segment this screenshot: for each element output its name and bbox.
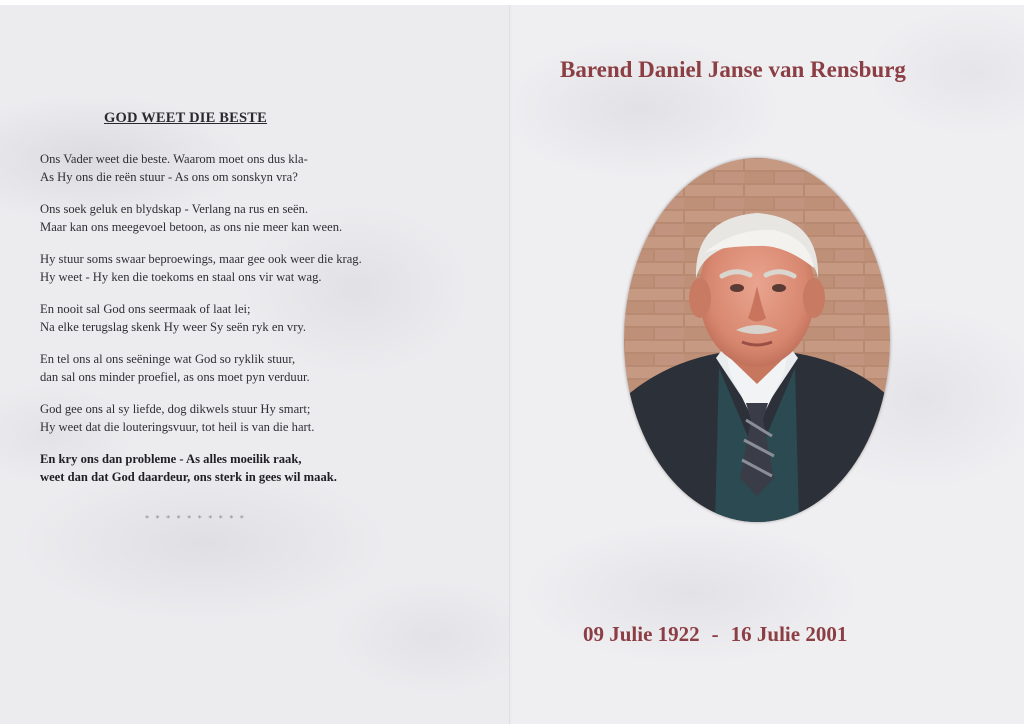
poem-line: As Hy ons die reën stuur - As ons om sonskyn vra?: [40, 170, 298, 184]
poem-line: dan sal ons minder proefiel, as ons moet pyn verduur.: [40, 370, 310, 384]
scan-edge: [0, 0, 1024, 5]
poem: [40, 150, 480, 500]
poem-line: Ons Vader weet die beste. Waarom moet ons dus kla-: [40, 152, 308, 166]
ornament-divider: * * * * * * * * * *: [145, 514, 246, 523]
poem-line: Hy stuur soms swaar beproewings, maar gee ook weer die krag.: [40, 252, 362, 266]
stanza: [40, 300, 480, 336]
birth-date: 09 Julie 1922: [583, 622, 700, 646]
poem-line: En tel ons al ons seëninge wat God so ryklik stuur,: [40, 352, 296, 366]
life-dates: [583, 622, 847, 647]
poem-line: En nooit sal God ons seermaak of laat lei;: [40, 302, 251, 316]
poem-line: Hy weet - Hy ken die toekoms en staal ons vir wat wag.: [40, 270, 322, 284]
stanza: [40, 400, 480, 436]
deceased-name: Barend Daniel Janse van Rensburg: [560, 57, 906, 82]
poem-line: Na elke terugslag skenk Hy weer Sy seën ryk en vry.: [40, 320, 307, 334]
poem-line: En kry ons dan probleme - As alles moeilik raak,: [40, 452, 302, 466]
poem-line: weet dan dat God daardeur, ons sterk in gees wil maak.: [40, 470, 337, 484]
portrait-photo-icon: [624, 158, 890, 522]
poem-line: God gee ons al sy liefde, dog dikwels stuur Hy smart;: [40, 402, 311, 416]
poem-line: Maar kan ons meegevoel betoon, as ons nie meer kan ween.: [40, 220, 343, 234]
poem-line: Ons soek geluk en blydskap - Verlang na rus en seën.: [40, 202, 309, 216]
stanza: [40, 150, 480, 186]
stanza: [40, 200, 480, 236]
stanza: [40, 350, 480, 386]
poem-line: Hy weet dat die louteringsvuur, tot heil is van die hart.: [40, 420, 315, 434]
poem-title: GOD WEET DIE BESTE: [104, 110, 268, 126]
stanza: [40, 450, 480, 486]
date-separator: -: [711, 622, 719, 646]
stanza: [40, 250, 480, 286]
death-date: 16 Julie 2001: [730, 622, 848, 646]
left-page: [0, 0, 510, 724]
